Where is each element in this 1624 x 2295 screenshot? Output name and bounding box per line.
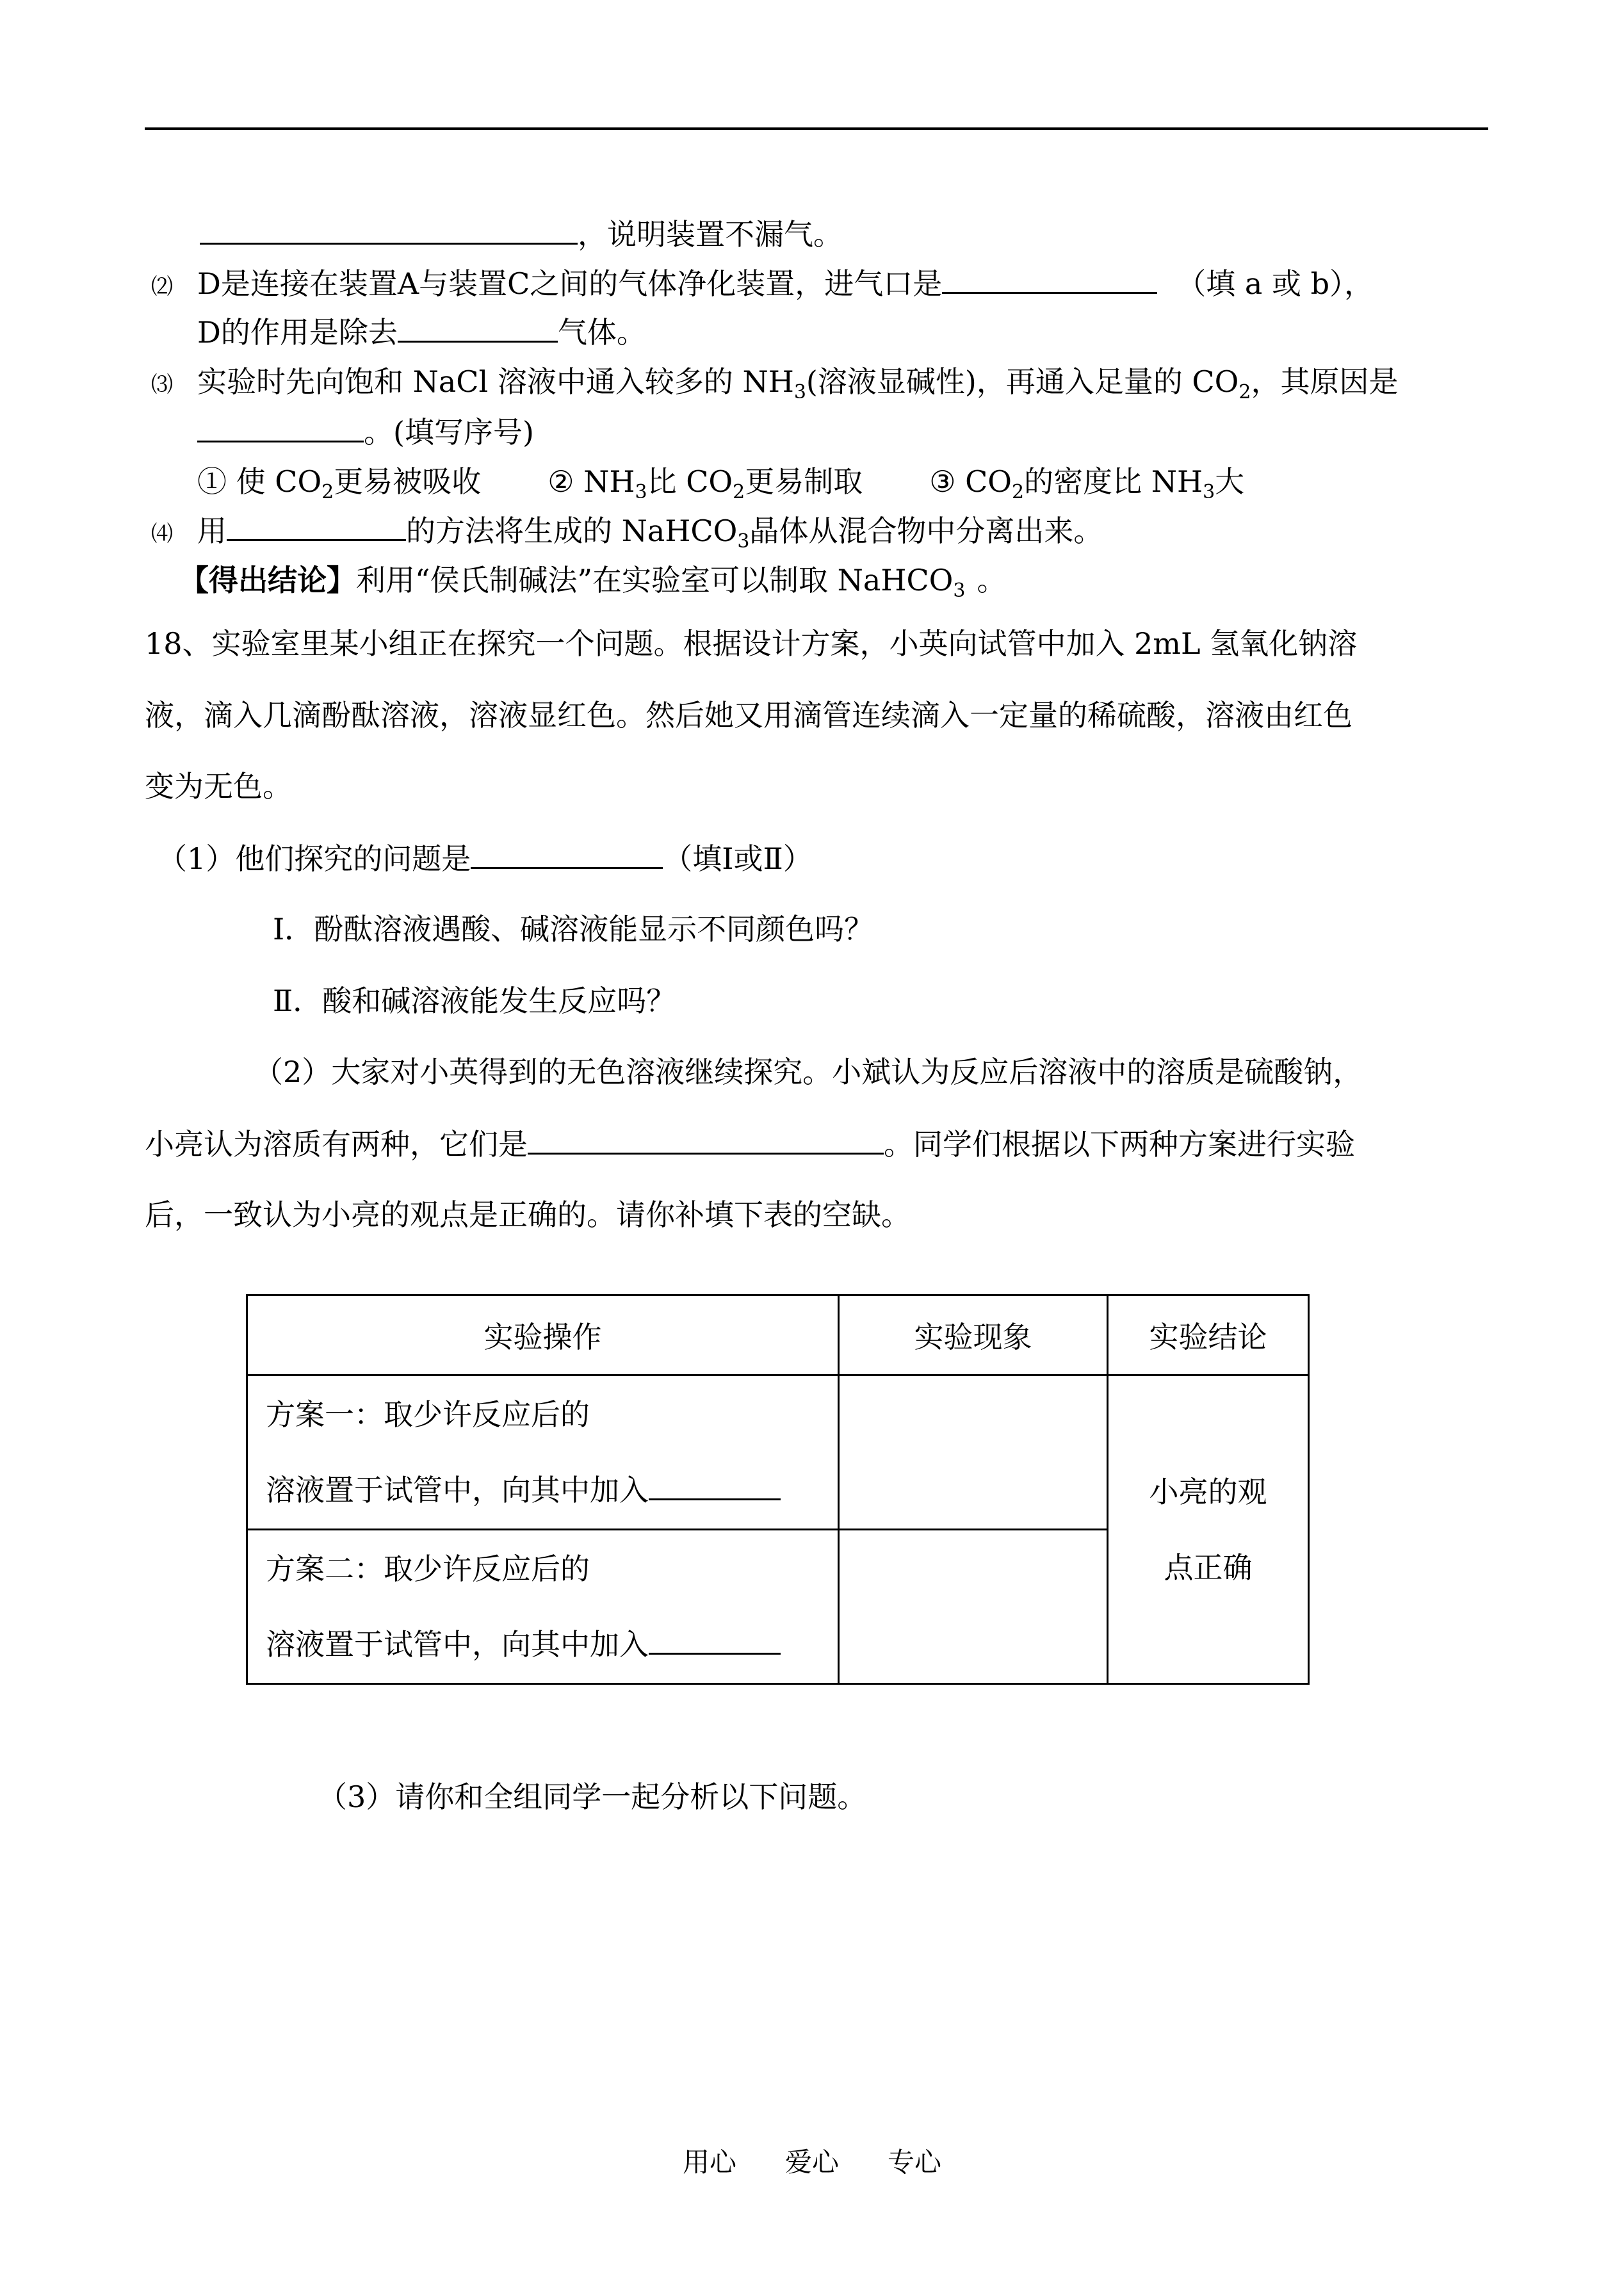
question-text: （1）他们探究的问题是 (158, 841, 471, 876)
leak-check-text: ，说明装置不漏气。 (578, 217, 843, 252)
question-text: D是连接在装置A与装置C之间的气体净化装置，进气口是 (197, 266, 943, 301)
plan-1-phenomenon-cell[interactable] (839, 1375, 1108, 1530)
answer-blank[interactable] (197, 412, 364, 442)
q18-sub-3: （3）请你和全组同学一起分析以下问题。 (318, 1780, 867, 1814)
plan-text: 溶液置于试管中，向其中加入 (266, 1473, 649, 1507)
question-3-line-1 (151, 362, 1398, 404)
footer-word: 专心 (888, 2146, 942, 2178)
footer-word: 爱心 (784, 2146, 839, 2178)
conclusion-line-2: 点正确 (1164, 1550, 1253, 1585)
answer-blank[interactable] (528, 1124, 884, 1155)
q18-option-ii: Ⅱ．酸和碱溶液能发生反应吗？ (273, 984, 676, 1018)
question-text: 。(填写序号) (364, 415, 534, 450)
question-4 (151, 511, 1103, 553)
option-text: ③ CO (929, 464, 1012, 499)
question-text: 用 (197, 514, 227, 548)
question-number: ⑷ (151, 521, 173, 547)
header-conclusion: 实验结论 (1108, 1295, 1309, 1375)
subscript: 3 (1203, 481, 1215, 503)
question-text: 实验时先向饱和 NaCl 溶液中通入较多的 NH (197, 364, 794, 399)
option-text: ② NH (548, 464, 635, 499)
answer-blank[interactable] (649, 1470, 781, 1500)
leak-check-line (200, 215, 843, 254)
conclusion-line (179, 561, 1007, 602)
header-rule (145, 127, 1488, 130)
subscript: 2 (733, 481, 745, 503)
option-1 (197, 464, 482, 503)
q18-paragraph-line-1: 18、实验室里某小组正在探究一个问题。根据设计方案，小英向试管中加入 2mL 氢氧化钠溶 (145, 626, 1358, 661)
subscript: 3 (793, 381, 806, 403)
page-footer (0, 2141, 1624, 2180)
answer-blank[interactable] (398, 312, 558, 343)
answer-blank[interactable] (227, 511, 406, 541)
question-text: ，其原因是 (1251, 364, 1399, 399)
header-operation: 实验操作 (247, 1295, 839, 1375)
option-text: 更易被吸收 (334, 464, 482, 499)
conclusion-line-1: 小亮的观 (1149, 1474, 1267, 1509)
q18-paragraph-line-3: 变为无色。 (145, 769, 292, 804)
option-3 (929, 464, 1245, 503)
q18-sub-2-line-3: 后，一致认为小亮的观点是正确的。请你补填下表的空缺。 (145, 1197, 911, 1232)
plan-1-operation (247, 1375, 839, 1530)
conclusion-text: 利用“侯氏制碱法”在实验室可以制取 NaHCO (356, 563, 954, 597)
answer-blank[interactable] (649, 1625, 781, 1655)
option-2 (548, 464, 863, 503)
q18-sub-2-line-2 (145, 1124, 1355, 1164)
question-text: 晶体从混合物中分离出来。 (749, 514, 1103, 548)
table-row (247, 1375, 1309, 1530)
q18-option-i: Ⅰ．酚酞溶液遇酸、碱溶液能显示不同颜色吗？ (273, 912, 874, 946)
answer-blank[interactable] (200, 215, 578, 245)
question-text: 。同学们根据以下两种方案进行实验 (884, 1127, 1355, 1162)
question-text: （填 a 或 b）， (1176, 266, 1374, 301)
plan-2-line-1: 方案二：取少许反应后的 (266, 1552, 590, 1586)
plan-text: 溶液置于试管中，向其中加入 (266, 1627, 649, 1662)
q18-sub-1 (158, 839, 813, 878)
question-3-line-2 (197, 412, 534, 451)
footer-word: 用心 (682, 2146, 736, 2178)
option-text: 大 (1215, 464, 1245, 499)
option-text: 比 CO (647, 464, 733, 499)
answer-blank[interactable] (942, 264, 1157, 294)
plan-1-line-2 (266, 1452, 838, 1528)
conclusion-label: 【得出结论】 (179, 563, 356, 597)
question-text: （填Ⅰ或Ⅱ） (663, 841, 813, 876)
conclusion-text: 。 (977, 563, 1007, 597)
option-text: 的密度比 NH (1024, 464, 1203, 499)
answer-blank[interactable] (471, 839, 663, 869)
question-number: ⑵ (151, 274, 173, 300)
header-phenomenon: 实验现象 (839, 1295, 1108, 1375)
plan-2-phenomenon-cell[interactable] (839, 1530, 1108, 1684)
plan-2-operation (247, 1530, 839, 1684)
option-text: ① 使 CO (197, 464, 322, 499)
plan-1-line-1: 方案一：取少许反应后的 (266, 1397, 590, 1432)
subscript: 3 (737, 530, 750, 553)
question-2-line-1 (151, 264, 1374, 306)
question-text: 的方法将生成的 NaHCO (406, 514, 738, 548)
question-text: (溶液显碱性)，再通入足量的 CO (806, 364, 1239, 399)
subscript: 2 (321, 481, 334, 503)
conclusion-cell (1108, 1375, 1309, 1684)
question-text: D的作用是除去 (197, 315, 398, 350)
question-2-line-2 (197, 312, 646, 352)
question-text: 气体。 (557, 315, 646, 350)
q18-sub-2-line-1: （2）大家对小英得到的无色溶液继续探究。小斌认为反应后溶液中的溶质是硫酸钠， (254, 1055, 1363, 1089)
subscript: 3 (953, 580, 966, 602)
question-text: 小亮认为溶质有两种，它们是 (145, 1127, 528, 1162)
table-header-row (247, 1295, 1309, 1375)
plan-2-line-2 (266, 1607, 838, 1682)
subscript: 2 (1011, 481, 1025, 503)
question-number: ⑶ (151, 372, 173, 398)
option-text: 更易制取 (745, 464, 863, 499)
q18-paragraph-line-2: 液，滴入几滴酚酞溶液，溶液显红色。然后她又用滴管连续滴入一定量的稀硫酸，溶液由红色 (145, 698, 1352, 733)
question-3-options (197, 462, 1244, 501)
experiment-table (246, 1294, 1310, 1685)
subscript: 3 (635, 481, 647, 503)
subscript: 2 (1238, 381, 1251, 403)
